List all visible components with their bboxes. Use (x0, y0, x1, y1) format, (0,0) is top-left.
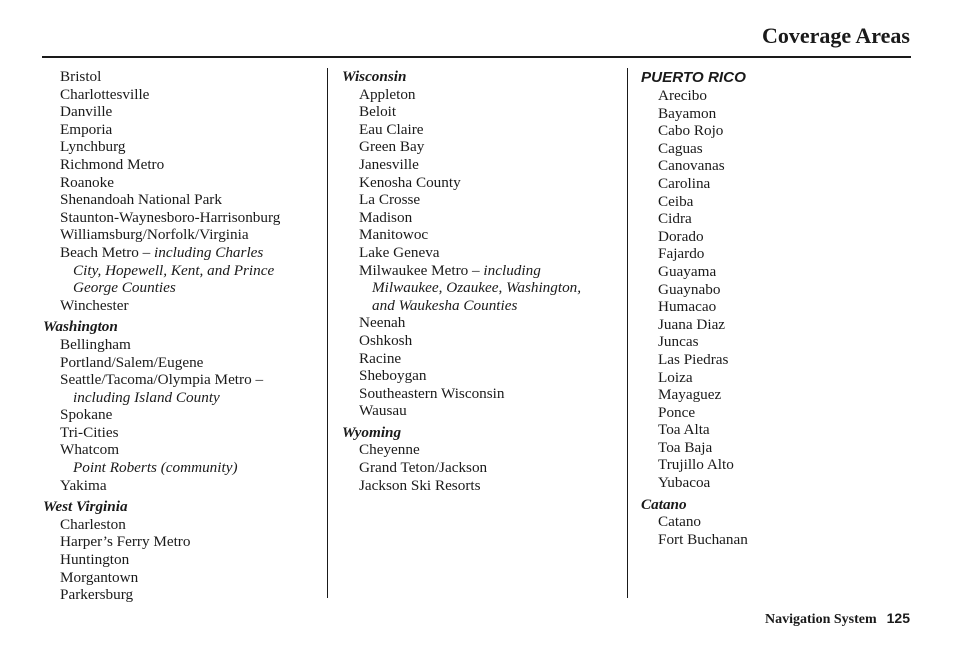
item-note-continued: including Island County (73, 388, 220, 406)
list-item: Guaynabo (658, 280, 721, 298)
list-item (342, 262, 624, 280)
list-item (43, 244, 325, 262)
list-item: Lynchburg (60, 138, 126, 156)
list-item: Yubacoa (658, 474, 711, 492)
list-item: Williamsburg/Norfolk/Virginia (60, 226, 249, 244)
page-number: 125 (886, 610, 910, 626)
catano-list (641, 513, 911, 548)
list-item: Yakima (60, 476, 107, 494)
list-item: Roanoke (60, 173, 114, 191)
item-note-continued: George Counties (73, 279, 176, 297)
column-divider (627, 68, 628, 598)
column-divider (327, 68, 328, 598)
item-note-continued: Milwaukee, Ozaukee, Washington, (372, 279, 582, 297)
header-rule (42, 56, 911, 58)
list-item: Humacao (658, 298, 717, 316)
list-item: Bellingham (60, 335, 131, 353)
list-item: Jackson Ski Resorts (359, 476, 481, 494)
list-item: Fajardo (658, 245, 705, 263)
list-item: Wausau (359, 402, 407, 420)
list-item: Cidra (658, 210, 692, 228)
list-item: Canovanas (658, 157, 725, 175)
item-note-continued: and Waukesha Counties (372, 296, 518, 314)
list-item: Grand Teton/Jackson (359, 459, 488, 477)
list-item: Trujillo Alto (658, 456, 734, 474)
list-item: Parkersburg (60, 586, 134, 604)
list-item: Harper’s Ferry Metro (60, 533, 191, 551)
item-note: including (483, 261, 541, 279)
west-virginia-list (43, 516, 325, 604)
list-item: Caguas (658, 139, 703, 157)
list-item: Juana Diaz (658, 315, 726, 333)
state-heading-wyoming: Wyoming (342, 423, 402, 441)
list-item: Portland/Salem/Eugene (60, 353, 204, 371)
item-name: Milwaukee Metro – (359, 261, 484, 279)
list-item: Winchester (60, 296, 129, 314)
list-item: Oshkosh (359, 331, 413, 349)
list-item: Huntington (60, 551, 130, 569)
list-item: Dorado (658, 227, 704, 245)
list-item: Appleton (359, 85, 416, 103)
state-heading-west-virginia: West Virginia (43, 498, 128, 516)
list-item: Bayamon (658, 104, 717, 122)
list-item: Racine (359, 349, 402, 367)
puerto-rico-list (641, 87, 911, 492)
list-item: Morgantown (60, 568, 139, 586)
footer-section-title: Navigation System (765, 612, 877, 627)
region-heading-catano: Catano (641, 495, 687, 513)
item-note-continued: City, Hopewell, Kent, and Prince (73, 261, 275, 279)
list-item: Janesville (359, 155, 419, 173)
region-heading-puerto-rico: PUERTO RICO (641, 69, 746, 86)
item-note: including Charles (154, 243, 264, 261)
list-item: Southeastern Wisconsin (359, 384, 505, 402)
list-item: Las Piedras (658, 350, 729, 368)
wisconsin-list (342, 86, 624, 420)
list-item: Spokane (60, 406, 113, 424)
list-item: Shenandoah National Park (60, 191, 222, 209)
list-item: Juncas (658, 333, 699, 351)
list-item: Guayama (658, 262, 717, 280)
list-item: Green Bay (359, 138, 425, 156)
list-item: Richmond Metro (60, 155, 165, 173)
list-item: Kenosha County (359, 173, 461, 191)
list-item: Toa Alta (658, 421, 710, 439)
list-item: Loiza (658, 368, 693, 386)
list-item: Whatcom (60, 441, 120, 459)
list-item: Madison (359, 208, 413, 226)
column-2 (342, 68, 624, 494)
list-item: Staunton-Waynesboro-Harrisonburg (60, 208, 281, 226)
column-1 (43, 68, 325, 604)
list-item: Cabo Rojo (658, 122, 724, 140)
virginia-list (43, 68, 325, 314)
list-item: Fort Buchanan (658, 530, 748, 548)
state-heading-wisconsin: Wisconsin (342, 68, 407, 85)
column-3 (641, 68, 911, 548)
item-name: Beach Metro – (60, 243, 155, 261)
wyoming-list (342, 441, 624, 494)
list-item: Ceiba (658, 192, 694, 210)
list-item: Emporia (60, 120, 113, 138)
list-item: Sheboygan (359, 367, 427, 385)
list-item: Eau Claire (359, 120, 424, 138)
list-item: Catano (658, 513, 702, 531)
page-title: Coverage Areas (761, 23, 910, 48)
washington-list (43, 336, 325, 494)
list-item: Carolina (658, 174, 711, 192)
list-item: Danville (60, 103, 113, 121)
list-item: Seattle/Tacoma/Olympia Metro – (60, 371, 264, 389)
page-footer (765, 609, 910, 629)
list-item: Charlottesville (60, 85, 150, 103)
list-item: Cheyenne (359, 441, 420, 459)
list-item: Toa Baja (658, 438, 713, 456)
list-item: Arecibo (658, 87, 707, 104)
list-item: Manitowoc (359, 226, 429, 244)
list-item: Mayaguez (658, 386, 722, 404)
list-item: La Crosse (359, 191, 421, 209)
list-item: Neenah (359, 314, 406, 332)
item-note-continued: Point Roberts (community) (73, 459, 238, 477)
state-heading-washington: Washington (43, 318, 118, 336)
list-item: Bristol (60, 68, 102, 85)
list-item: Charleston (60, 515, 126, 533)
list-item: Ponce (658, 403, 696, 421)
list-item: Lake Geneva (359, 243, 440, 261)
list-item: Beloit (359, 103, 397, 121)
list-item: Tri-Cities (60, 423, 119, 441)
